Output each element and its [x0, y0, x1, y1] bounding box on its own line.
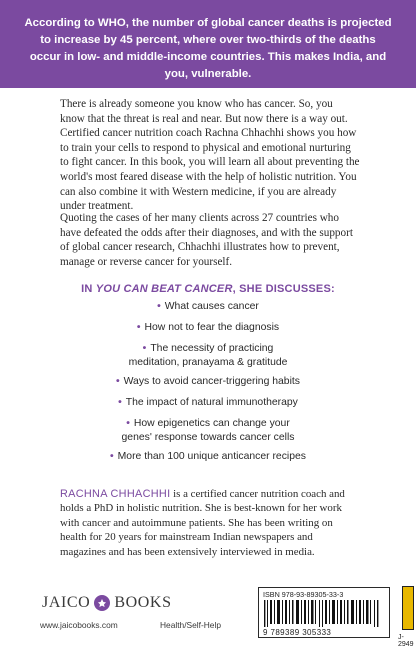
publisher-website[interactable]: www.jaicobooks.com [40, 620, 118, 630]
list-item: • What causes cancer [157, 301, 259, 312]
bullet-dot-icon: • [136, 322, 141, 333]
publisher-name-left: JAICO [42, 594, 91, 611]
description-paragraph-2: Quoting the cases of her many clients across 27 countries who have defeated the odds after their diagnoses, and with the support of global cancer research, Chhachhi illustrates how to prevent, manage or reverse cancer for yourself. [60, 212, 353, 268]
bullet-dot-icon: • [126, 418, 130, 429]
discusses-suffix: , SHE DISCUSSES: [232, 283, 335, 295]
barcode-digits: 9 789389 305333 [263, 628, 332, 637]
bullet-dot-icon: • [110, 451, 114, 462]
author-bio [60, 487, 360, 559]
author-name: RACHNA CHHACHHI [60, 488, 171, 500]
bullet-dot-icon: • [142, 343, 147, 354]
book-category: Health/Self-Help [160, 620, 221, 630]
barcode-icon [264, 600, 382, 627]
book-title: YOU CAN BEAT CANCER [95, 283, 233, 295]
list-item: • The necessity of practicing meditation, pranayama & gratitude [128, 343, 288, 368]
bullet-dot-icon: • [116, 376, 120, 387]
list-item: • How not to fear the diagnosis [136, 322, 280, 333]
bullet-dot-icon: • [118, 397, 122, 408]
publisher-logo [42, 593, 172, 613]
publisher-name-right: BOOKS [114, 594, 172, 611]
list-item: • More than 100 unique anticancer recipes [110, 451, 306, 462]
publisher-emblem-icon [94, 595, 110, 611]
isbn-text: ISBN 978-93-89305-33-3 [263, 590, 344, 599]
discusses-prefix: IN [81, 283, 96, 295]
author-bio-text: is a certified cancer nutrition coach and holds a PhD in holistic nutrition. She is best-known for her work with cancer and autoimmune patients. She has been writing on health for 20 years for mainstream Indian newspapers and magazines and has been extensively interviewed in media. [60, 488, 345, 558]
barcode-panel [258, 587, 390, 638]
description-paragraph-1: There is already someone you know who has cancer. So, you know that the threat is real and near. But now there is a way out. Certified cancer nutrition coach Rachna Chhachhi shows you how to train your cells to respond to physical and emotional nurturing to fight cancer. In this book, you will learn all about preventing the world's most feared disease with the help of holistic nutrition. You can also combine it with Western medicine, if you are already under treatment. [60, 98, 360, 213]
discusses-heading [0, 283, 416, 295]
list-item: • The impact of natural immunotherapy [118, 397, 298, 408]
price-tag-icon [402, 586, 414, 630]
product-code: J-2949 [398, 634, 414, 648]
intro-text: According to WHO, the number of global cancer deaths is projected to increase by 45 percent, where over two-thirds of the deaths occur in low- and middle-income countries. This makes India, and you, vulnerable. [24, 17, 392, 80]
list-item: • How epigenetics can change your genes' response towards cancer cells [121, 418, 295, 443]
bullet-dot-icon: • [157, 301, 161, 312]
list-item: • Ways to avoid cancer-triggering habits [116, 376, 300, 387]
